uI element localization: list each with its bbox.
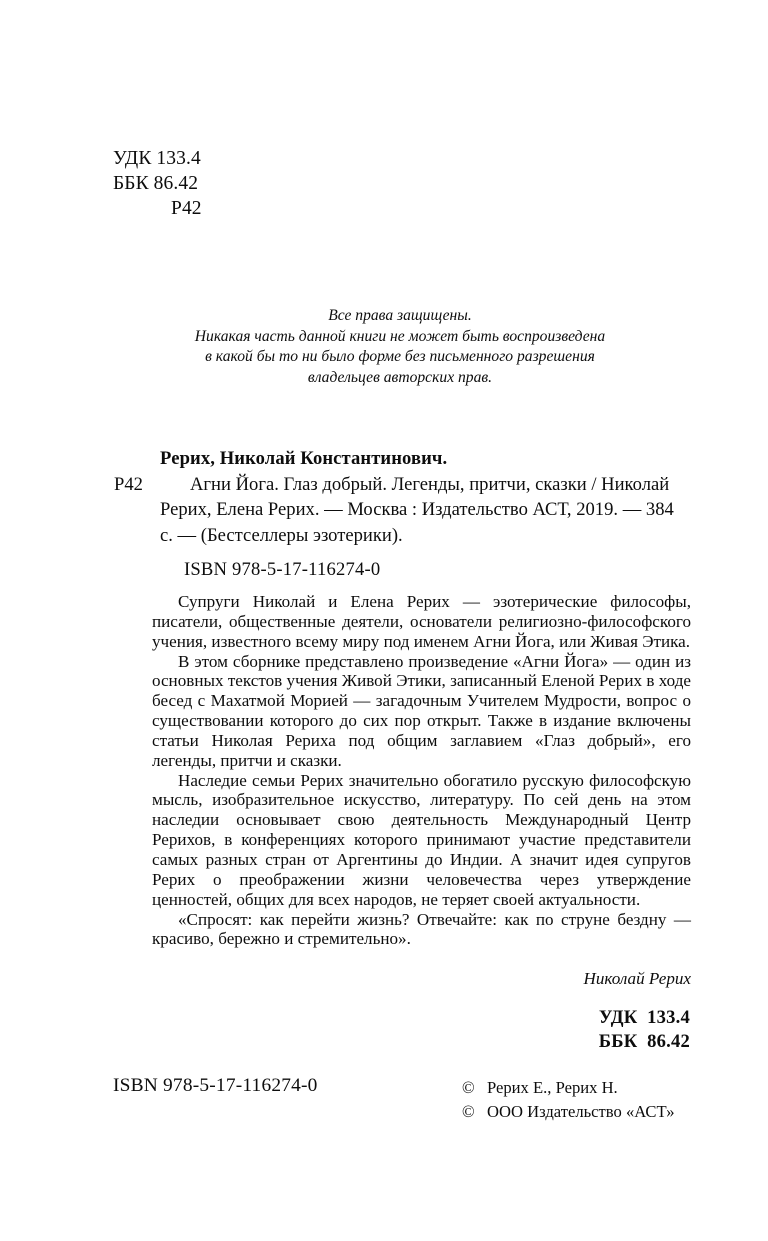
annotation-paragraph-1: Супруги Николай и Елена Рерих — эзотерические философы, писатели, общественные деятели, основатели религиозно-философского учения, известного всему миру под именем Агни Йога, или Живая Этика. <box>152 592 691 651</box>
footer-isbn: ISBN 978-5-17-116274-0 <box>113 1075 318 1096</box>
copyright-icon: © <box>462 1101 475 1121</box>
rights-notice-line-2: Никакая часть данной книги не может быть воспроизведена <box>194 327 606 345</box>
record-description: Агни Йога. Глаз добрый. Легенды, притчи, сказки / Николай Рерих, Елена Рерих. — Москва : Издательство АСТ, 2019. — 384 с. — (Бестселлеры эзотерики). <box>160 473 674 546</box>
shelf-mark-record: Р42 <box>114 474 143 495</box>
udc-code-repeat: УДК 133.4 <box>598 1007 690 1028</box>
annotation-text <box>152 592 691 949</box>
record-isbn: ISBN 978-5-17-116274-0 <box>184 559 381 580</box>
copyright-holder-authors: Рерих Е., Рерих Н. <box>487 1078 618 1097</box>
rights-notice <box>120 306 680 388</box>
rights-notice-line-3: в какой бы то ни было форме без письменного разрешения <box>205 348 595 366</box>
rights-notice-line-1: Все права защищены. <box>328 307 472 324</box>
classification-block <box>113 146 202 221</box>
copyright-holder-publisher: ООО Издательство «АСТ» <box>487 1101 675 1121</box>
author-heading: Рерих, Николай Константинович. <box>160 448 448 469</box>
copyright-row-publisher <box>462 1100 675 1124</box>
quote-attribution: Николай Рерих <box>583 969 691 988</box>
udc-code: УДК 133.4 <box>113 148 201 169</box>
copyright-row-authors <box>462 1076 675 1100</box>
shelf-mark-top: Р42 <box>171 198 202 219</box>
classification-repeat-block <box>400 1006 690 1053</box>
bibliographic-record <box>160 446 690 548</box>
bbk-code: ББК 86.42 <box>113 173 199 194</box>
annotation-paragraph-2: В этом сборнике представлено произведение «Агни Йога» — один из основных текстов учения Живой Этики, записанный Еленой Рерих в ходе бесед с Махатмой Морией — загадочным Учителем Мудрости, вопрос о существовании которого до сих пор открыт. Также в издание включены статьи Николая Рериха под общим заглавием «Глаз добрый», его легенды, притчи и сказки. <box>152 651 691 770</box>
copyright-block <box>462 1076 675 1123</box>
bbk-code-repeat: ББК 86.42 <box>598 1030 690 1052</box>
annotation-paragraph-4: «Спросят: как перейти жизнь? Отвечайте: как по струне бездну — красиво, бережно и стремительно». <box>152 909 691 949</box>
copyright-icon: © <box>462 1078 475 1097</box>
annotation-paragraph-3: Наследие семьи Рерих значительно обогатило русскую философскую мысль, изобразительное искусство, литературу. По сей день на этом наследии основывает свою деятельность Международный Центр Рерихов, в конференциях которого принимают участие представители самых разных стран от Аргентины до Индии. А значит идея супругов Рерих о преображении жизни человечества через утверждение ценностей, общих для всех народов, не теряет своей актуальности. <box>152 770 691 909</box>
rights-notice-line-4: владельцев авторских прав. <box>307 368 493 386</box>
